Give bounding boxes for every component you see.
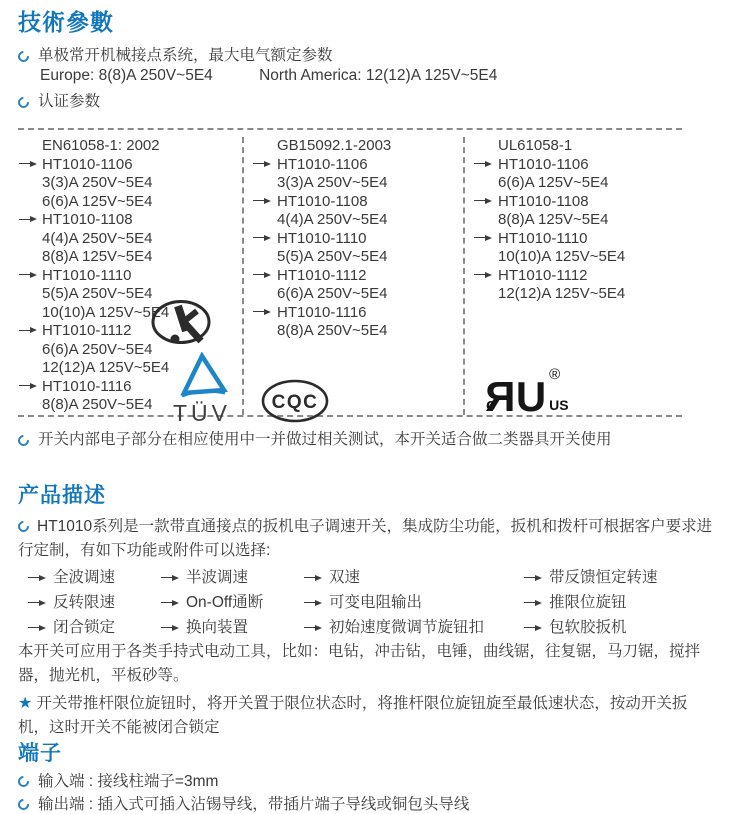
feature-item <box>524 590 716 615</box>
tuv-label: TÜV <box>173 400 231 426</box>
arrow-icon <box>304 625 322 631</box>
arrow-icon <box>19 161 37 167</box>
model-row: HT1010-1106 <box>465 156 682 175</box>
tech-bullet-cert-text: 认证参数 <box>38 93 101 110</box>
arrow-icon <box>253 235 271 241</box>
arrow-icon <box>474 161 492 167</box>
feature-item <box>161 565 304 590</box>
terminal-output-row <box>18 795 716 814</box>
model-row: HT1010-1108 <box>465 193 682 212</box>
star-note-text: 开关带推杆限位旋钮时，将开关置于限位状态时，将推杆限位旋钮旋至最低速状态，按动开关扳机，这时开关不能被闭合锁定 <box>18 695 688 736</box>
feature-label: 反转限速 <box>53 594 116 611</box>
tested-note-text: 开关内部电子部分在相应使用中一并做过相关测试，本开关适合做二类器具开关使用 <box>38 431 612 448</box>
model-row: HT1010-1106 <box>18 156 242 175</box>
model-row: HT1010-1108 <box>244 193 463 212</box>
rating-line: 5(5)A 250V~5E4 <box>42 285 153 302</box>
feature-label: 包软胶扳机 <box>549 619 627 636</box>
rating-line: 6(6)A 125V~5E4 <box>42 192 153 210</box>
tech-bullet-main <box>18 46 716 66</box>
model-row: HT1010-1110 <box>244 230 463 249</box>
tested-note <box>18 429 716 451</box>
ring-bullet-icon <box>16 94 32 110</box>
rating-north-america: North America: 12(12)A 125V~5E4 <box>259 67 498 84</box>
model-row: HT1010-1116 <box>18 378 242 397</box>
ring-bullet-icon <box>16 432 32 448</box>
arrow-icon <box>28 625 46 631</box>
feature-label: 换向装置 <box>186 619 249 636</box>
feature-item <box>28 590 161 615</box>
section-title-product-description: 产品描述 <box>18 484 106 507</box>
rating-line: 10(10)A 125V~5E4 <box>498 248 626 265</box>
arrow-icon <box>19 216 37 222</box>
rating-line: 4(4)A 250V~5E4 <box>42 229 153 247</box>
ring-bullet-icon <box>16 774 32 790</box>
ul-right-stack <box>549 368 568 412</box>
terminal-input-text: 输入端 : 接线柱端子=3mm <box>38 773 219 790</box>
feature-item <box>28 615 161 640</box>
rating-line: 8(8)A 125V~5E4 <box>42 248 153 265</box>
feature-item <box>161 590 304 615</box>
ul-ru-monogram: RU <box>494 373 538 420</box>
arrow-icon <box>19 272 37 278</box>
feature-label: 全波调速 <box>53 569 116 586</box>
star-icon: ★ <box>18 695 33 712</box>
arrow-icon <box>253 272 271 278</box>
star-note <box>18 692 716 740</box>
feature-label: 半波调速 <box>186 569 249 586</box>
feature-item <box>524 565 716 590</box>
model-row: HT1010-1112 <box>465 267 682 286</box>
feature-label: 初始速度微调节旋钮扣 <box>329 619 485 636</box>
terminal-input-row <box>18 772 716 791</box>
terminal-output-text: 输出端 : 插入式可插入沾锡导线，带插片端子导线或铜包头导线 <box>38 796 470 813</box>
standard-name: UL61058-1 <box>498 137 573 154</box>
rating-europe: Europe: 8(8)A 250V~5E4 <box>40 67 213 84</box>
model-row: HT1010-1110 <box>465 230 682 249</box>
registered-mark: ® <box>549 366 561 383</box>
arrow-icon <box>253 161 271 167</box>
model-row: HT1010-1112 <box>18 322 242 341</box>
feature-item <box>28 565 161 590</box>
model-row: HT1010-1116 <box>244 304 463 323</box>
standard-name: GB15092.1-2003 <box>277 137 392 154</box>
svg-text:CQC: CQC <box>271 392 319 413</box>
product-intro-text: HT1010系列是一款带直通接点的扳机电子调速开关，集成防尘功能，扳机和拨杆可根据客户要求进行定制，有如下功能或附件可以选择: <box>18 518 713 559</box>
arrow-icon <box>19 327 37 333</box>
arrow-icon <box>28 600 46 606</box>
arrow-icon <box>161 575 179 581</box>
cert-column <box>242 137 463 415</box>
rating-line: 6(6)A 250V~5E4 <box>277 285 388 302</box>
feature-grid <box>28 565 716 640</box>
rating-line: 4(4)A 250V~5E4 <box>277 211 388 228</box>
feature-item <box>161 615 304 640</box>
rating-line: 8(8)A 125V~5E4 <box>498 211 609 228</box>
arrow-icon <box>304 600 322 606</box>
feature-item <box>304 590 524 615</box>
applications-paragraph: 本开关可应用于各类手持式电动工具，比如：电钻，冲击钻，电锤，曲线锯，往复锯，马刀锯，搅拌器，抛光机，平板砂等。 <box>18 643 701 684</box>
arrow-icon <box>524 625 542 631</box>
arrow-icon <box>161 600 179 606</box>
rating-line: 3(3)A 250V~5E4 <box>42 174 153 191</box>
product-intro <box>18 515 716 563</box>
ring-bullet-icon <box>16 48 32 64</box>
feature-label: 带反馈恒定转速 <box>549 569 658 586</box>
certification-table <box>18 128 682 426</box>
rating-line: 12(12)A 125V~5E4 <box>42 359 170 376</box>
arrow-icon <box>524 600 542 606</box>
feature-item <box>524 615 716 640</box>
standard-name: EN61058-1: 2002 <box>42 137 160 154</box>
arrow-icon <box>524 575 542 581</box>
feature-label: 闭合锁定 <box>53 619 116 636</box>
max-ratings-line <box>40 66 716 86</box>
arrow-icon <box>474 272 492 278</box>
terminal-list <box>18 772 716 814</box>
ul-us-label: US <box>549 397 569 413</box>
arrow-icon <box>304 575 322 581</box>
feature-label: 可变电阻输出 <box>329 594 423 611</box>
kema-k-icon <box>150 298 216 357</box>
tech-bullet-cert <box>18 92 716 112</box>
arrow-icon <box>28 575 46 581</box>
feature-label: 推限位旋钮 <box>549 594 627 611</box>
ring-bullet-icon <box>16 797 32 813</box>
rating-line: 8(8)A 250V~5E4 <box>277 322 388 339</box>
rating-line: 10(10)A 125V~5E4 <box>42 303 170 321</box>
model-row: HT1010-1110 <box>18 267 242 286</box>
model-row: HT1010-1112 <box>244 267 463 286</box>
arrow-icon <box>253 198 271 204</box>
model-row: HT1010-1108 <box>18 211 242 230</box>
tuv-icon <box>164 352 240 424</box>
feature-item <box>304 615 524 640</box>
cqc-icon <box>260 378 330 429</box>
rating-line: 5(5)A 250V~5E4 <box>277 248 388 265</box>
rating-line: 12(12)A 125V~5E4 <box>498 285 626 302</box>
section-title-terminals: 端子 <box>18 742 62 765</box>
feature-item <box>304 565 524 590</box>
arrow-icon <box>253 309 271 315</box>
feature-label: On-Off通断 <box>186 594 264 611</box>
feature-label: 双速 <box>329 569 361 586</box>
arrow-icon <box>474 235 492 241</box>
rating-line: 6(6)A 250V~5E4 <box>42 340 153 358</box>
rating-line: 6(6)A 125V~5E4 <box>498 174 609 191</box>
rating-line: 3(3)A 250V~5E4 <box>277 174 388 191</box>
arrow-icon <box>161 625 179 631</box>
arrow-icon <box>474 198 492 204</box>
section-title-technical-parameters: 技術參數 <box>18 9 114 35</box>
tech-bullet-main-text: 单极常开机械接点系统，最大电气额定参数 <box>38 47 333 64</box>
ul-c-label: c <box>486 395 496 414</box>
arrow-icon <box>19 383 37 389</box>
rating-line: 8(8)A 250V~5E4 <box>42 396 153 413</box>
model-row: HT1010-1106 <box>244 156 463 175</box>
cul-us-icon <box>486 366 569 420</box>
ring-bullet-icon <box>16 519 32 535</box>
